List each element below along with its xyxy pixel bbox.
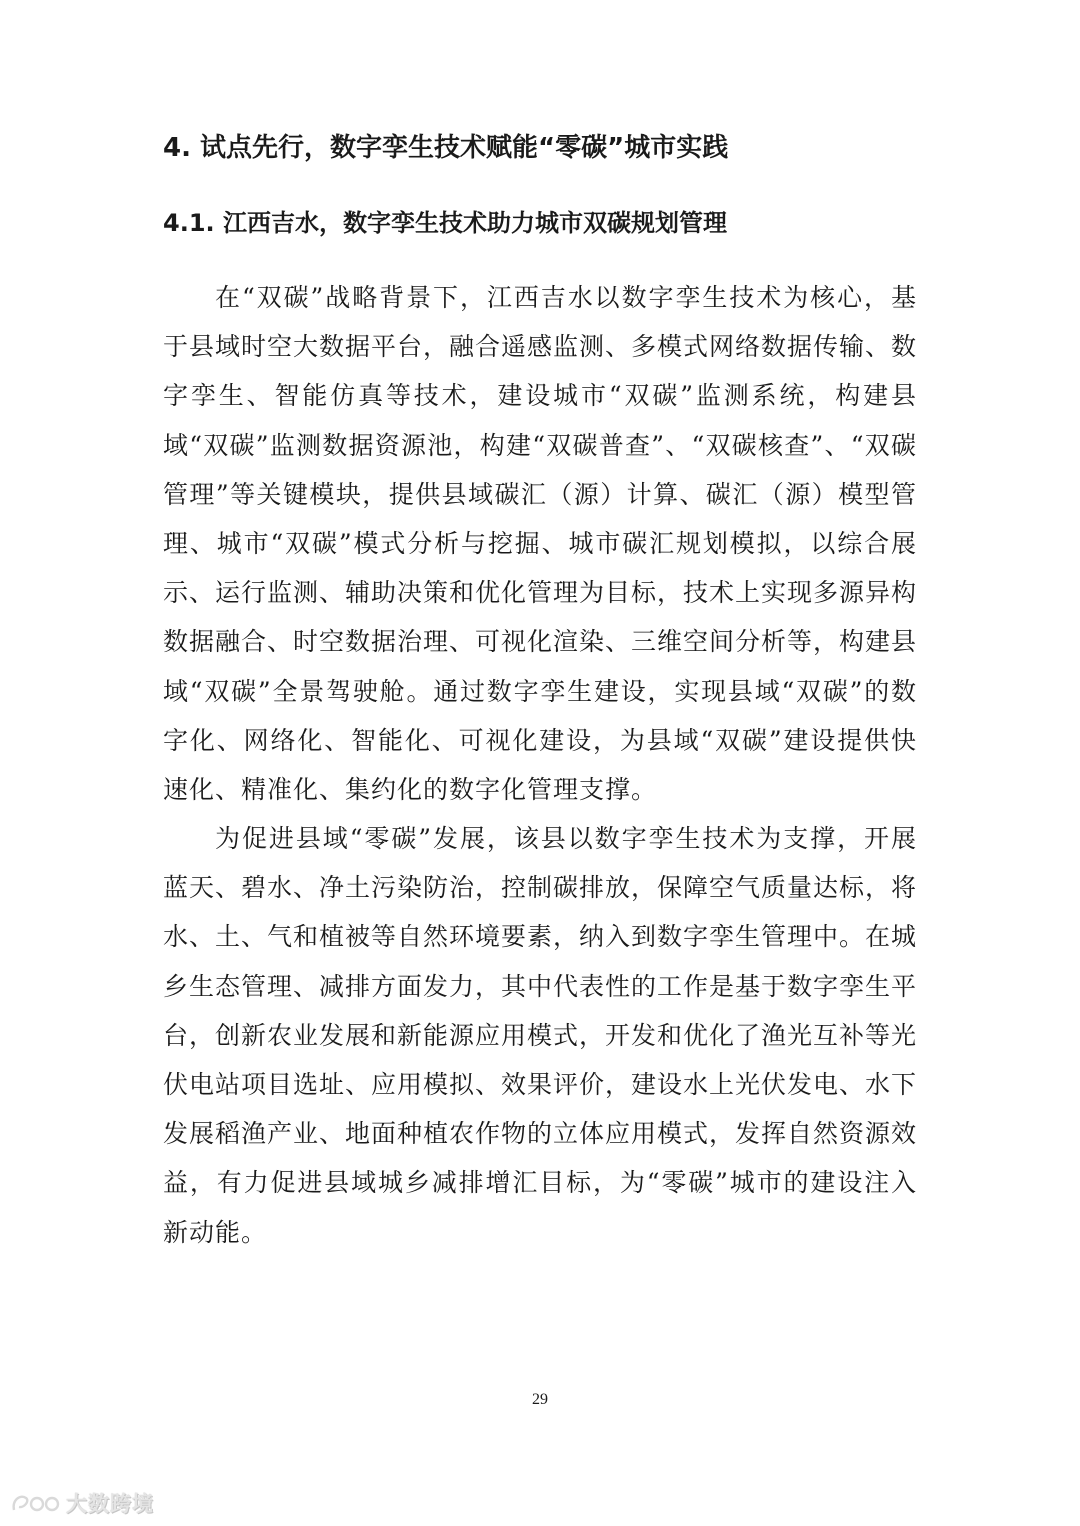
section-heading: 4. 试点先行，数字孪生技术赋能“零碳”城市实践 — [163, 133, 729, 163]
brand-logo-icon — [10, 1490, 62, 1516]
watermark — [10, 1488, 154, 1518]
paragraph-2: 为促进县域“零碳”发展，该县以数字孪生技术为支撑，开展蓝天、碧水、净土污染防治，控制碳排放，保障空气质量达标，将水、土、气和植被等自然环境要素，纳入到数字孪生管理中。在城乡生态管理、减排方面发力，其中代表性的工作是基于数字孪生平台，创新农业发展和新能源应用模式，开发和优化了渔光互补等光伏电站项目选址、应用模拟、效果评价，建设水上光伏发电、水下发展稻渔产业、地面种植农作物的立体应用模式，发挥自然资源效益，有力促进县域城乡减排增汇目标，为“零碳”城市的建设注入新动能。 — [163, 824, 918, 1247]
watermark-text: 大数跨境 — [66, 1492, 154, 1516]
paragraph-1: 在“双碳”战略背景下，江西吉水以数字孪生技术为核心，基于县域时空大数据平台，融合遥感监测、多模式网络数据传输、数字孪生、智能仿真等技术，建设城市“双碳”监测系统，构建县域“双碳”监测数据资源池，构建“双碳普查”、“双碳核查”、“双碳管理”等关键模块，提供县域碳汇（源）计算、碳汇（源）模型管理、城市“双碳”模式分析与挖掘、城市碳汇规划模拟，以综合展示、运行监测、辅助决策和优化管理为目标，技术上实现多源异构数据融合、时空数据治理、可视化渲染、三维空间分析等，构建县域“双碳”全景驾驶舱。通过数字孪生建设，实现县域“双碳”的数字化、网络化、智能化、可视化建设，为县域“双碳”建设提供快速化、精准化、集约化的数字化管理支撑。 — [163, 283, 918, 805]
page-number: 29 — [532, 1391, 548, 1408]
subsection-heading: 4.1. 江西吉水，数字孪生技术助力城市双碳规划管理 — [163, 209, 727, 237]
